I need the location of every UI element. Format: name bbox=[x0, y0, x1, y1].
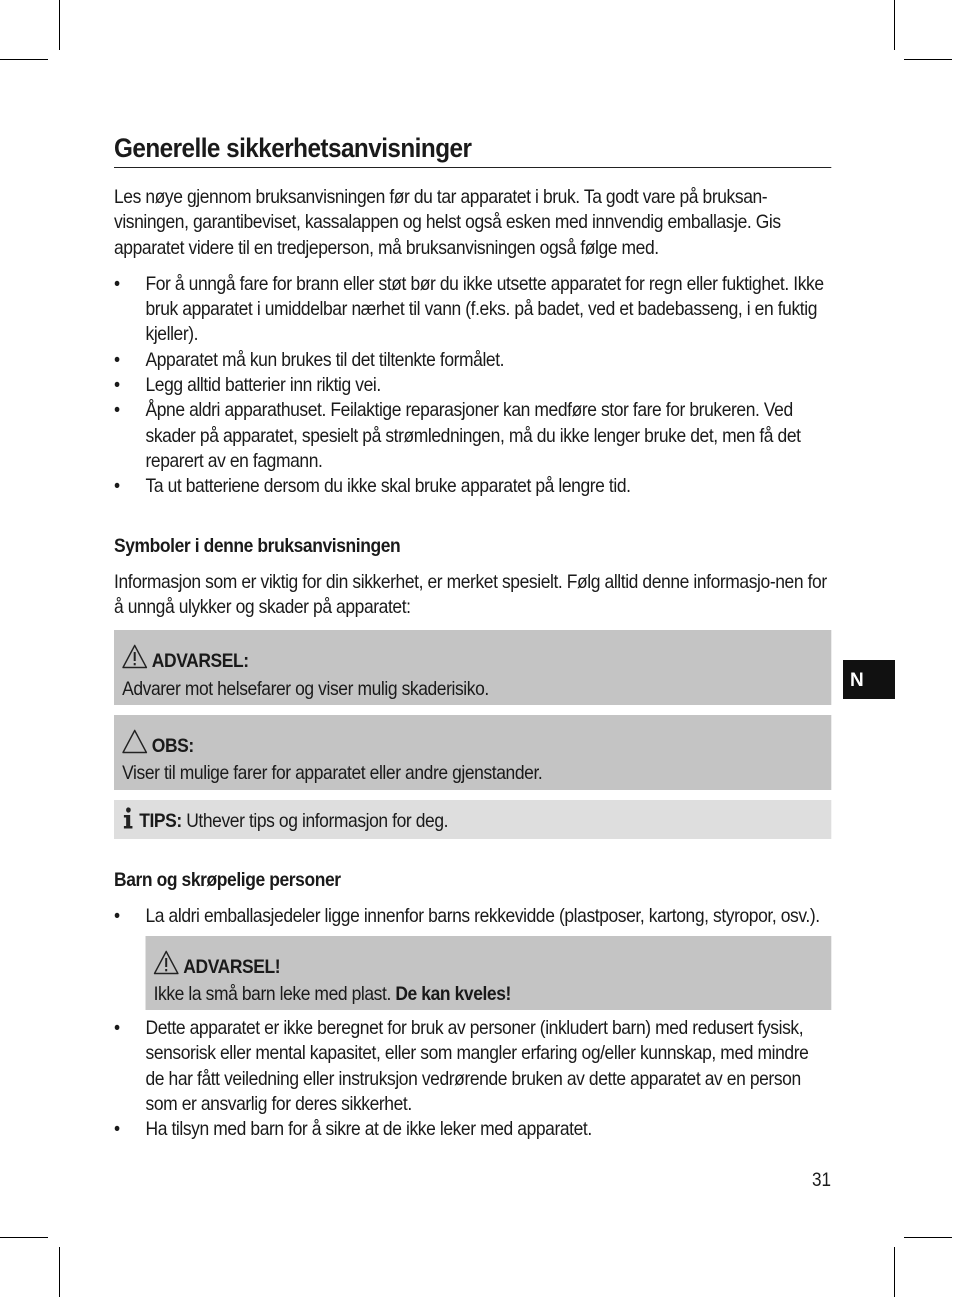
crop-mark bbox=[59, 0, 60, 50]
section-heading: Barn og skrøpelige personer bbox=[114, 868, 341, 891]
info-icon bbox=[122, 807, 135, 836]
crop-mark bbox=[894, 1247, 895, 1297]
children-list-continued bbox=[114, 1016, 831, 1142]
children-warning-text: Ikke la små barn leke med plast. bbox=[153, 982, 396, 1005]
tips-box bbox=[114, 800, 831, 839]
obs-label: OBS: bbox=[151, 735, 194, 758]
list-item: • Dette apparatet er ikke beregnet for bruk av personer (inkludert barn) med redusert fysisk, sensorisk eller mental kapasitet, eller som mangler erfaring og/eller kunnskap, med mindre de har fått veiledning eller instruksjon vedrørende bruken av dette apparatet av en person som er ansvarlig for deres sikkerhet. bbox=[114, 1016, 831, 1117]
warning-box bbox=[114, 630, 831, 705]
list-item: • Apparatet må kun brukes til det tiltenkte formålet. bbox=[114, 348, 831, 373]
crop-mark bbox=[894, 0, 895, 50]
children-warning-emphasis: De kan kveles! bbox=[395, 982, 511, 1005]
children-list bbox=[114, 904, 831, 929]
list-item: • Ta ut batteriene dersom du ikke skal bruke apparatet på lengre tid. bbox=[114, 474, 831, 499]
tips-label: TIPS: bbox=[139, 809, 182, 832]
list-item: • Legg alltid batterier inn riktig vei. bbox=[114, 373, 831, 398]
crop-mark bbox=[0, 59, 48, 60]
crop-mark bbox=[904, 59, 952, 60]
list-item: • La aldri emballasjedeler ligge innenfor barns rekkevidde (plastposer, kartong, styropor, osv.). bbox=[114, 904, 831, 929]
tips-text: Uthever tips og informasjon for deg. bbox=[181, 809, 449, 832]
page-content bbox=[114, 132, 831, 1143]
page-title: Generelle sikkerhetsanvisninger bbox=[114, 132, 831, 168]
section-heading: Symboler i denne bruksanvisningen bbox=[114, 534, 401, 557]
children-warning-box bbox=[146, 936, 832, 1011]
crop-mark bbox=[0, 1237, 48, 1238]
obs-text: Viser til mulige farer for apparatet eller andre gjenstander. bbox=[122, 762, 543, 785]
crop-mark bbox=[904, 1237, 952, 1238]
warning-text: Advarer mot helsefarer og viser mulig skaderisiko. bbox=[122, 677, 489, 700]
page-number: 31 bbox=[812, 1170, 832, 1191]
warning-triangle-icon bbox=[154, 950, 179, 982]
warning-triangle-icon bbox=[122, 644, 147, 676]
intro-paragraph: Les nøye gjennom bruksanvisningen før du tar apparatet i bruk. Ta godt vare på bruksan-visningen, garantibeviset, kassalappen og helst også esken med innvendig emballasje. Gis apparatet videre til en tredjeperson, må bruksanvisningen også følge med. bbox=[114, 186, 781, 259]
children-warning-label: ADVARSEL! bbox=[183, 955, 281, 978]
list-item: • Ha tilsyn med barn for å sikre at de ikke leker med apparatet. bbox=[114, 1117, 831, 1142]
list-item: • For å unngå fare for brann eller støt bør du ikke utsette apparatet for regn eller fuktighet. Ikke bruk apparatet i umiddelbar nærhet til vann (f.eks. på badet, ved et badebasseng, i en fuktig kjeller). bbox=[114, 272, 831, 348]
list-item: • Åpne aldri apparathuset. Feilaktige reparasjoner kan medføre stor fare for brukeren. Ved skader på apparatet, spesielt på strømledningen, må du ikke lenger bruke det, men få det reparert av en fagmann. bbox=[114, 398, 831, 474]
warning-label: ADVARSEL: bbox=[151, 650, 249, 673]
crop-mark bbox=[59, 1247, 60, 1297]
safety-list bbox=[114, 272, 831, 500]
symbols-intro: Informasjon som er viktig for din sikkerhet, er merket spesielt. Følg alltid denne informasjo-nen for å unngå ulykker og skader på apparatet: bbox=[114, 570, 827, 619]
language-tab: N bbox=[843, 660, 895, 699]
obs-box bbox=[114, 715, 831, 790]
warning-triangle-icon bbox=[122, 729, 147, 761]
